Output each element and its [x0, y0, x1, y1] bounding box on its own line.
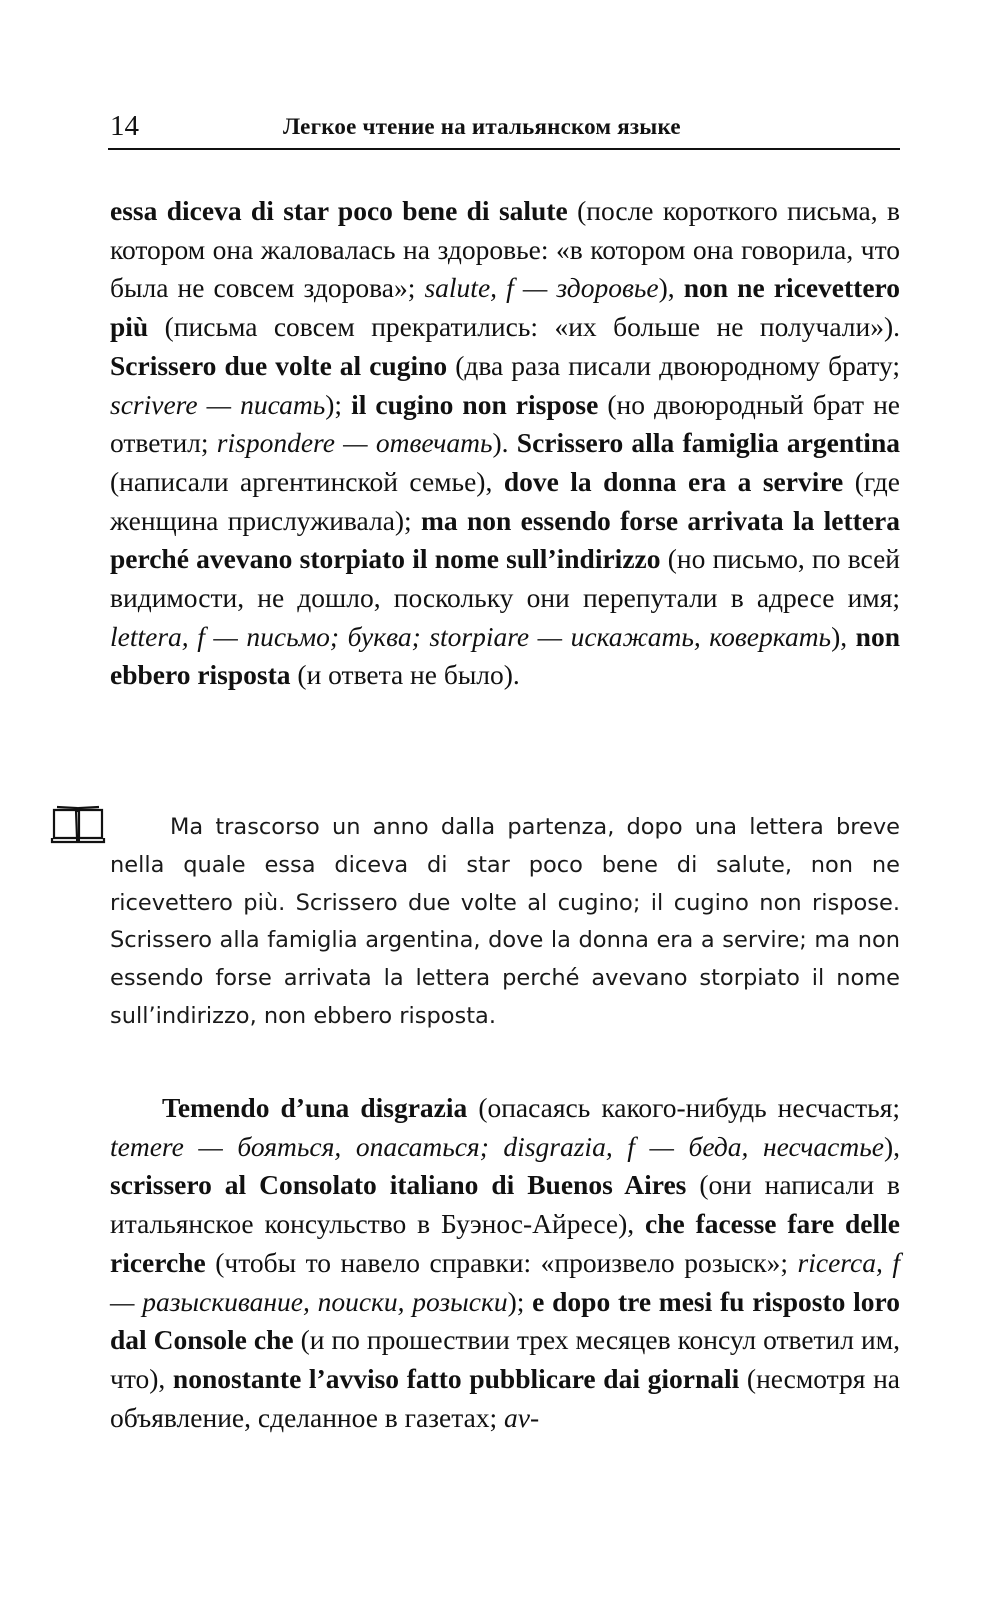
italian-phrase: essa diceva di star poco bene di salute	[110, 195, 568, 226]
vocabulary-gloss: ricerca, f — разыскивание, поиски, розыски	[110, 1246, 900, 1317]
italian-phrase: Scrissero alla famiglia argentina	[516, 427, 900, 459]
vocabulary-gloss: scrivere — писать	[110, 388, 326, 420]
italian-phrase: dove la donna era a servire	[503, 465, 844, 497]
italian-phrase: nonostante l’avviso fatto pubblicare dai giornali	[172, 1362, 740, 1394]
vocabulary-gloss: rispondere — отвечать	[216, 427, 493, 459]
italian-phrase: non ebbero risposta	[110, 620, 900, 691]
italian-phrase: scrissero al Consolato italiano di Buenos Aires	[110, 1169, 687, 1201]
russian-translation: );	[507, 1285, 533, 1317]
page-number: 14	[110, 110, 139, 142]
russian-translation: ),	[831, 620, 856, 652]
italian-phrase: il cugino non rispose	[351, 388, 599, 420]
italian-phrase: ma non essendo forse arrivata la lettera perché avevano storpiato il nome sull’indirizzo	[110, 504, 900, 575]
russian-translation: ).	[492, 427, 517, 459]
russian-translation: (опасаясь какого-нибудь несчастья;	[467, 1092, 900, 1123]
page-header	[108, 108, 900, 150]
russian-translation: ),	[883, 1130, 900, 1162]
italian-phrase: Temendo d’una disgrazia	[162, 1092, 468, 1123]
running-title: Легкое чтение на итальянском языке	[283, 114, 681, 139]
russian-translation: (но письмо, по всей видимости, не дошло, поскольку они перепутали в адресе имя;	[110, 543, 900, 614]
italian-phrase: non ne ricevettero più	[110, 272, 900, 343]
russian-translation: (письма совсем прекратились: «их больше не получали»).	[148, 311, 900, 343]
russian-translation: (и ответа не было).	[290, 659, 520, 691]
russian-translation: (несмотря на объявление, сделанное в газетах;	[110, 1362, 900, 1433]
vocabulary-gloss: salute, f — здоровье	[424, 272, 659, 304]
commentary-paragraph-1	[110, 192, 900, 695]
russian-translation: (два раза писали двоюродному брату;	[447, 349, 900, 381]
russian-translation: (где женщина прислуживала);	[110, 465, 900, 536]
russian-translation: ),	[658, 272, 684, 304]
russian-translation: (и по прошествии трех месяцев консул ответил им, что),	[110, 1324, 900, 1394]
vocabulary-gloss: temere — бояться, опасаться; disgrazia, f — беда, несчастье	[110, 1130, 884, 1162]
italian-phrase: Scrissero due volte al cugino	[110, 349, 448, 381]
vocabulary-gloss: lettera, f — письмо; буква; storpiare — искажать, коверкать	[110, 620, 832, 652]
russian-translation: );	[325, 388, 352, 420]
italian-phrase: e dopo tre mesi fu risposto loro dal Console che	[110, 1285, 900, 1356]
original-italian-text: Ma trascorso un anno dalla partenza, dopo una lettera breve nella quale essa diceva di star poco bene di salute, non ne ricevettero più. Scrissero due volte al cugino; il cugino non rispose. Scrissero alla famiglia argentina, dove la donna era a servire; ma non essendo forse arrivata la lettera perché avevano storpiato il nome sull’indirizzo, non ebbero risposta.	[110, 814, 900, 1029]
commentary-paragraph-2	[110, 1089, 900, 1437]
russian-translation: (написали аргентинской семье),	[110, 465, 504, 497]
russian-translation: (после короткого письма, в котором она жаловалась на здоровье: «в котором она говорила, что была не совсем здорова»;	[110, 195, 900, 304]
russian-translation: (они написали в итальянское консульство в Буэнос-Айресе),	[110, 1169, 900, 1240]
italian-phrase: che facesse fare delle ricerche	[110, 1208, 900, 1278]
book-icon	[50, 804, 106, 844]
vocabulary-gloss: av-	[504, 1401, 540, 1433]
russian-translation: (но двоюродный брат не ответил;	[110, 388, 901, 459]
russian-translation: (чтобы то навело справки: «произвело розыск»;	[205, 1246, 798, 1278]
